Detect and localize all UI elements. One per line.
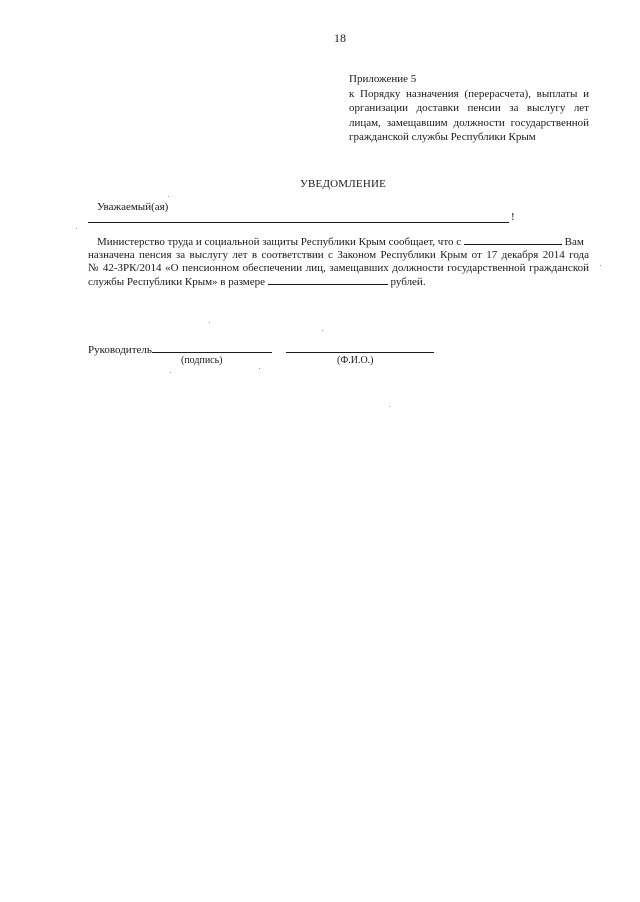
appendix-header: [349, 72, 589, 145]
appendix-line: к Порядку назначения (перерасчета), выплаты и: [349, 87, 589, 100]
appendix-line: лицам, замещавшим должности государственной: [349, 116, 589, 129]
body-line-4-start: службы Республики Крым» в размере: [88, 276, 266, 288]
body-line-4: [88, 275, 589, 289]
signature-caption: (подпись): [181, 355, 223, 366]
signature-blank: [152, 352, 272, 353]
appendix-line: организации доставки пенсии за выслугу лет: [349, 102, 589, 114]
body-line-1: [88, 235, 589, 249]
scan-speck: [322, 330, 323, 331]
amount-blank: [268, 275, 388, 285]
page-number: 18: [334, 31, 346, 45]
appendix-line: гражданской службы Республики Крым: [349, 131, 536, 143]
scan-speck: [600, 265, 601, 266]
scan-speck: [259, 368, 260, 369]
appendix-title: Приложение 5: [349, 73, 417, 85]
full-name-caption: (Ф.И.О.): [337, 355, 374, 366]
body-line-4-end: рублей.: [390, 276, 426, 288]
scan-speck: [209, 322, 210, 323]
scan-speck: [168, 196, 169, 197]
signature-label: Руководитель: [88, 344, 152, 356]
scan-speck: [170, 372, 171, 373]
body-line-1-start: Министерство труда и социальной защиты Республики Крым сообщает, что с: [97, 236, 462, 248]
notice-body: [88, 235, 589, 289]
full-name-blank: [286, 352, 434, 353]
body-line-1-end: Вам: [564, 236, 584, 248]
recipient-name-blank: [88, 222, 509, 223]
scan-speck: [389, 406, 390, 407]
greeting-exclamation: !: [511, 211, 515, 223]
greeting-label: Уважаемый(ая): [97, 201, 169, 213]
scan-speck: [76, 228, 77, 229]
body-line-2: назначена пенсия за выслугу лет в соответствии с Законом Республики Крым от 17 декабря 2014 года: [88, 249, 589, 261]
date-blank: [464, 235, 562, 245]
notice-title: УВЕДОМЛЕНИЕ: [300, 178, 387, 190]
body-line-3: № 42-ЗРК/2014 «О пенсионном обеспечении лиц, замещавших должности государственной гражданской: [88, 262, 589, 274]
